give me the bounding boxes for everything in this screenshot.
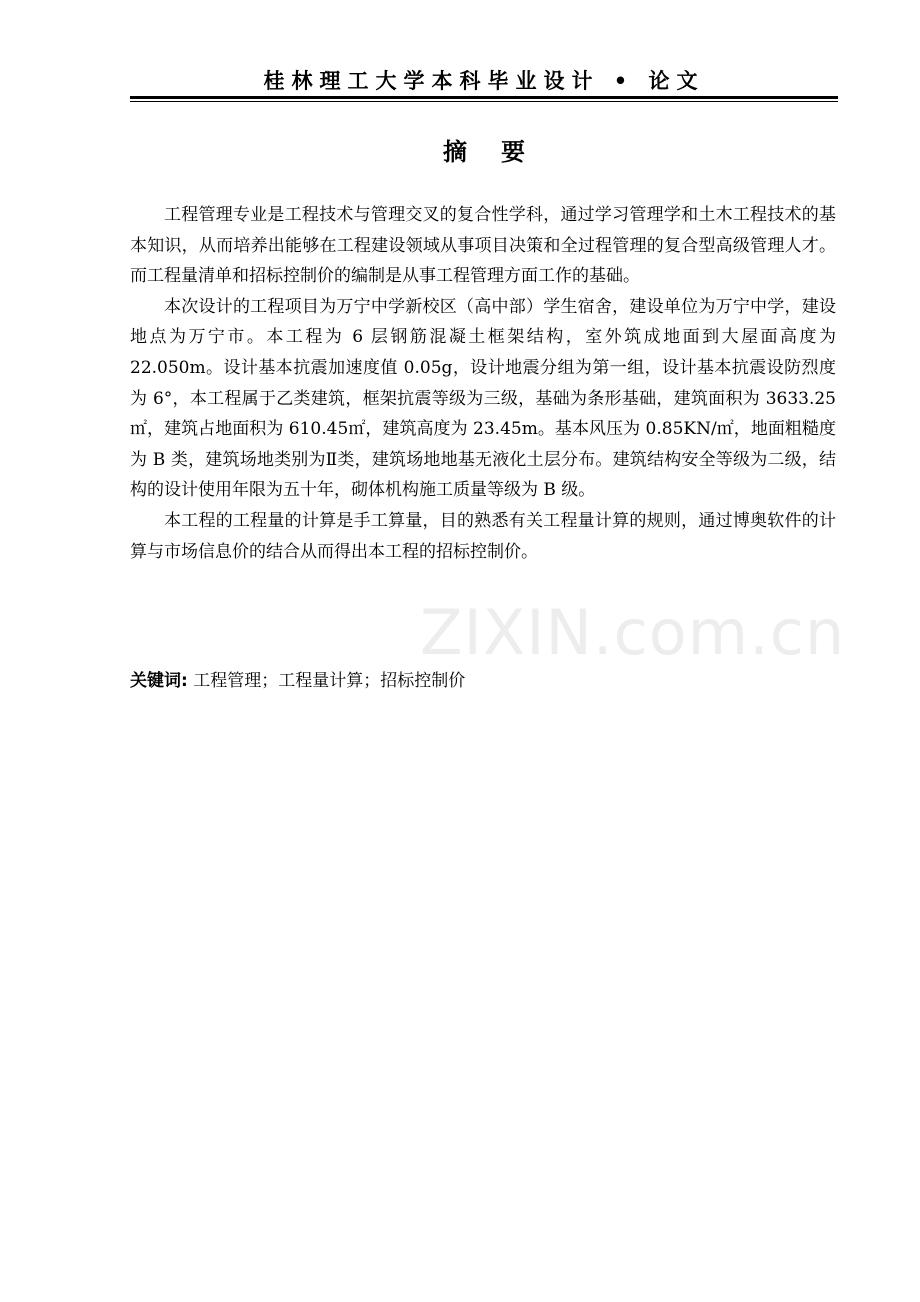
abstract-paragraph-1: 工程管理专业是工程技术与管理交叉的复合性学科，通过学习管理学和土木工程技术的基本知识，从而培养出能够在工程建设领域从事项目决策和全过程管理的复合型高级管理人才。而工程量清单和招标控制价的编制是从事工程管理方面工作的基础。: [130, 205, 836, 287]
watermark: ZIXIN.com.cn: [420, 596, 846, 669]
abstract-title: 摘要: [443, 138, 559, 166]
keywords-text: 工程管理；工程量计算；招标控制价: [193, 671, 466, 691]
keywords-label: 关键词:: [130, 671, 188, 691]
abstract-paragraph-3: 本工程的工程量的计算是手工算量，目的熟悉有关工程量计算的规则，通过博奥软件的计算与市场信息价的结合从而得出本工程的招标控制价。: [130, 510, 836, 562]
keywords-line: [130, 666, 836, 696]
abstract-body: [130, 200, 836, 567]
header-rule-thick: [130, 96, 838, 99]
header-rule-thin: [130, 101, 838, 102]
abstract-paragraph-2: 本次设计的工程项目为万宁中学新校区（高中部）学生宿舍，建设单位为万宁中学，建设地点为万宁市。本工程为 6 层钢筋混凝土框架结构，室外筑成地面到大屋面高度为 22.050m。设计基本抗震加速度值 0.05g，设计地震分组为第一组，设计基本抗震设防烈度为 6°，本工程属于乙类建筑，框架抗震等级为三级，基础为条形基础，建筑面积为 3633.25㎡，建筑占地面积为 610.45㎡，建筑高度为 23.45m。基本风压为 0.85KN/㎡，地面粗糙度为 B 类，建筑场地类别为Ⅱ类，建筑场地地基无液化土层分布。建筑结构安全等级为二级，结构的设计使用年限为五十年，砌体机构施工质量等级为 B 级。: [130, 296, 836, 501]
running-header: 桂林理工大学本科毕业设计 • 论文: [263, 69, 705, 93]
